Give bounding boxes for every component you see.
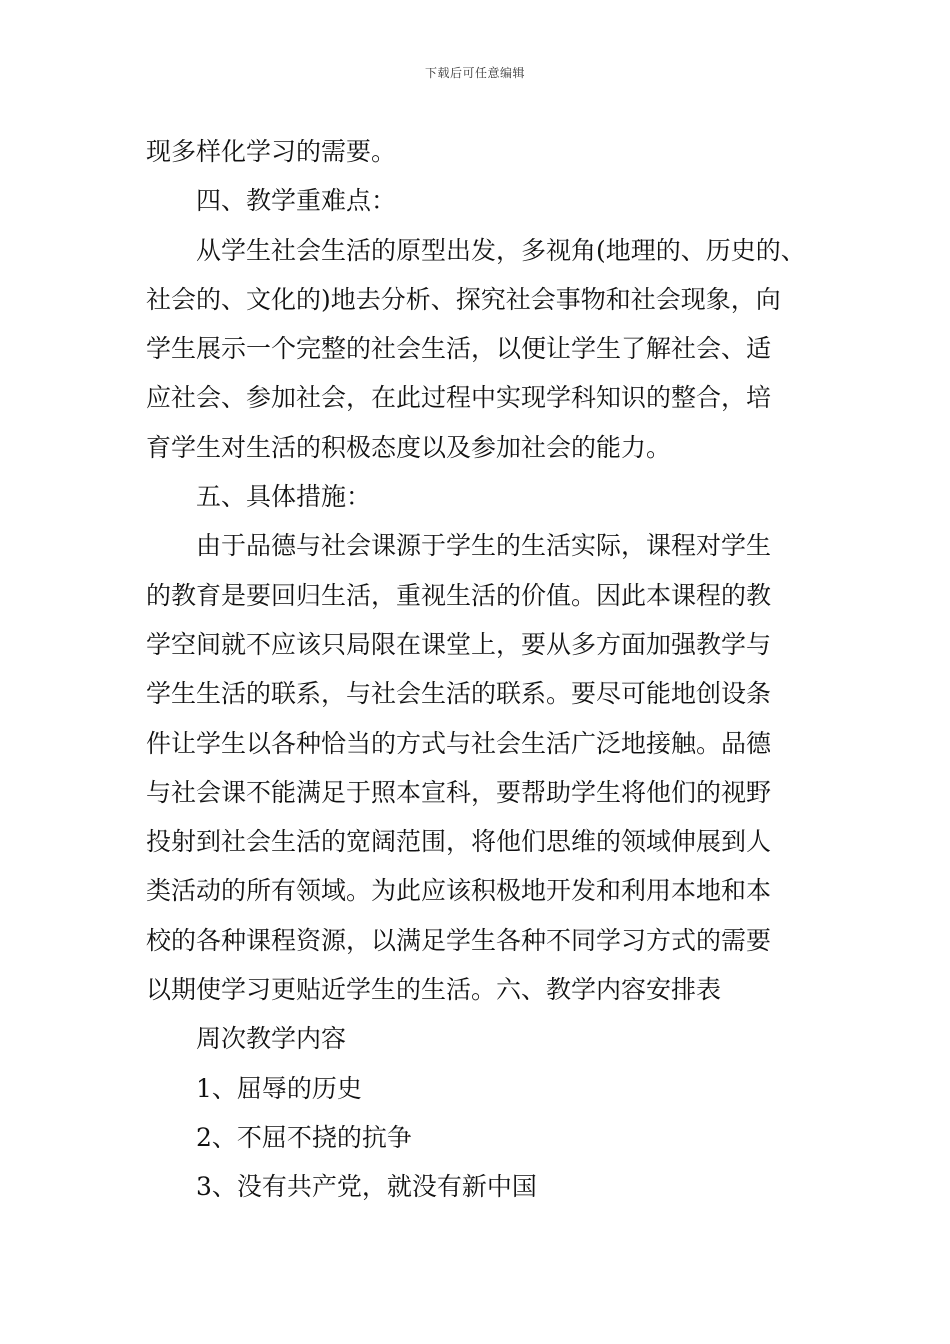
text-line: 由于品德与社会课源于学生的生活实际，课程对学生: [196, 531, 772, 561]
schedule-item: 3、没有共产党，就没有新中国: [196, 1172, 537, 1202]
schedule-item: 2、不屈不挠的抗争: [196, 1122, 412, 1152]
schedule-header: 周次教学内容: [196, 1024, 347, 1054]
text-line: 学生生活的联系，与社会生活的联系。要尽可能地创设条: [146, 679, 772, 709]
text-line: 投射到社会生活的宽阔范围，将他们思维的领域伸展到人: [146, 827, 772, 857]
document-body: [146, 127, 826, 1212]
text-line: 学空间就不应该只局限在课堂上，要从多方面加强教学与: [146, 629, 772, 659]
text-line: 学生展示一个完整的社会生活，以便让学生了解社会、适: [146, 334, 772, 364]
text-line: 的教育是要回归生活，重视生活的价值。因此本课程的教: [146, 580, 772, 610]
section-heading-measures: 五、具体措施：: [196, 482, 372, 512]
text-line: 件让学生以各种恰当的方式与社会生活广泛地接触。品德: [146, 728, 772, 758]
text-line: 校的各种课程资源，以满足学生各种不同学习方式的需要: [146, 925, 772, 955]
text-line: 应社会、参加社会，在此过程中实现学科知识的整合，培: [146, 383, 772, 413]
schedule-item: 1、屈辱的历史: [196, 1073, 362, 1103]
text-line: 育学生对生活的积极态度以及参加社会的能力。: [146, 432, 672, 462]
text-line: 从学生社会生活的原型出发，多视角(地理的、历史的、: [196, 235, 806, 265]
page-header: 下载后可任意编辑: [424, 66, 525, 80]
text-line: 类活动的所有领域。为此应该积极地开发和利用本地和本: [146, 876, 772, 906]
text-line: 现多样化学习的需要。: [146, 137, 397, 166]
section-heading-key-points: 四、教学重难点：: [196, 186, 397, 216]
text-line: 以期使学习更贴近学生的生活。六、教学内容安排表: [146, 975, 722, 1005]
text-line: 社会的、文化的)地去分析、探究社会事物和社会现象，向: [146, 284, 781, 314]
text-line: 与社会课不能满足于照本宣科，要帮助学生将他们的视野: [146, 777, 772, 807]
